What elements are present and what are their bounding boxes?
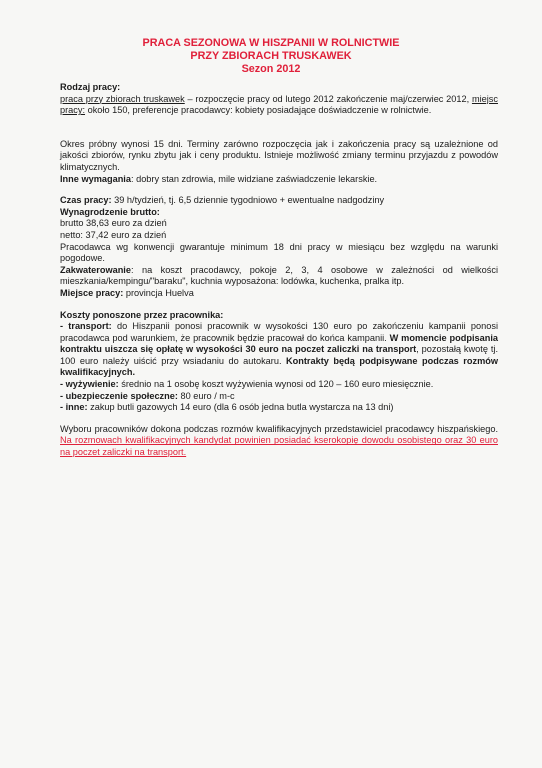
title-line-3: Sezon 2012 xyxy=(241,63,301,75)
document-body xyxy=(60,82,498,459)
transport-text-2: , pozostałą kwotę tj. 100 euro należy uiścić przy wsiadaniu do autokaru. xyxy=(60,344,498,366)
wynagrodzenie-label: Wynagrodzenie brutto: xyxy=(60,206,160,217)
transport-paragraph xyxy=(60,321,498,379)
czas-pracy xyxy=(60,195,498,207)
wybor-paragraph xyxy=(60,424,498,459)
rodzaj-paragraph xyxy=(60,94,498,117)
title-line-2: PRZY ZBIORACH TRUSKAWEK xyxy=(190,50,352,62)
wynagrodzenie-netto: netto: 37,42 euro za dzień xyxy=(60,229,167,240)
inne-koszty-paragraph xyxy=(60,402,498,414)
wyzywienie-paragraph xyxy=(60,379,498,391)
rodzaj-text-1: – rozpoczęcie pracy od lutego 2012 zakończenie maj/czerwiec 2012, xyxy=(184,93,472,104)
wyzywienie-text: średnio na 1 osobę koszt wyżywienia wynosi od 120 – 160 euro miesięcznie. xyxy=(118,379,434,390)
inne-wymagania xyxy=(60,174,498,186)
okres-paragraph: Okres próbny wynosi 15 dni. Terminy zarówno rozpoczęcia jak i zakończenia pracy są uzależnione od jakości zbiorów, rynku zbytu jak i ceny produktu. Istnieje możliwość zmiany terminu przyjazdu z powodów klimatycznych. xyxy=(60,138,498,172)
wynagrodzenie-brutto: brutto 38,63 euro za dzień xyxy=(60,218,167,229)
koszty-heading: Koszty ponoszone przez pracownika: xyxy=(60,309,224,320)
miejsce-pracy-text: provincja Huelva xyxy=(123,287,194,298)
transport-label: - transport: xyxy=(60,321,112,332)
zakwaterowanie-text: : na koszt pracodawcy, pokoje 2, 3, 4 osobowe w zależności od wielkości mieszkania/kempingu/"baraku", kuchnia wyposażona: lodówka, kuchenka, pralka itp. xyxy=(60,264,498,287)
zakwaterowanie-label: Zakwaterowanie xyxy=(60,264,131,275)
wybor-red-note: Na rozmowach kwalifikacyjnych kandydat powinien posiadać kserokopię dowodu osobistego oraz 30 euro na poczet zaliczki na transport. xyxy=(60,435,498,458)
rodzaj-heading: Rodzaj pracy: xyxy=(60,82,121,92)
title-line-1: PRACA SEZONOWA W HISZPANII W ROLNICTWIE xyxy=(142,37,400,49)
czas-pracy-label: Czas pracy: xyxy=(60,195,112,206)
transport-bold: W momencie podpisania kontraktu uiszcza się opłatę w wysokości 30 euro na poczet zaliczki na transport xyxy=(60,332,498,355)
inne-wymagania-label: Inne wymagania xyxy=(60,173,131,184)
wybor-text: Wyboru pracowników dokona podczas rozmów kwalifikacyjnych przedstawiciel pracodawcy hiszpańskiego. xyxy=(60,423,498,434)
job-type-link: praca przy zbiorach truskawek xyxy=(60,93,185,104)
rodzaj-text-2: około 150, preferencje pracodawcy: kobiety posiadające doświadczenie w rolnictwie. xyxy=(85,105,432,116)
miejsce-pracy xyxy=(60,288,498,300)
wynagrodzenie-gwarancja: Pracodawca wg konwencji gwarantuje minimum 18 dni pracy w miesiącu bez względu na warunki pogodowe. xyxy=(60,241,498,264)
ubezpieczenie-text: 80 euro / m-c xyxy=(177,390,235,401)
czas-pracy-text: 39 h/tydzień, tj. 6,5 dziennie tygodniowo + ewentualne nadgodziny xyxy=(111,195,385,206)
positions-link: miejsc pracy: xyxy=(60,93,498,116)
transport-bold-2: Kontrakty będą podpisywane podczas rozmów kwalifikacyjnych. xyxy=(60,355,498,378)
inne-wymagania-text: : dobry stan zdrowia, mile widziane zaświadczenie lekarskie. xyxy=(130,173,378,184)
miejsce-pracy-label: Miejsce pracy: xyxy=(60,287,124,298)
zakwaterowanie xyxy=(60,265,498,288)
ubezpieczenie-label: - ubezpieczenie społeczne: xyxy=(60,390,178,401)
wyzywienie-label: - wyżywienie: xyxy=(60,379,119,390)
inne-koszty-text: zakup butli gazowych 14 euro (dla 6 osób jedna butla wystarcza na 13 dni) xyxy=(87,402,394,413)
transport-text: do Hiszpanii ponosi pracownik w wysokości 130 euro po zakończeniu kampanii ponosi pracodawca pod warunkiem, że pracownik będzie pracował do końca kampanii. xyxy=(60,321,498,343)
inne-koszty-label: - inne: xyxy=(60,402,88,413)
ubezpieczenie-paragraph xyxy=(60,391,498,403)
